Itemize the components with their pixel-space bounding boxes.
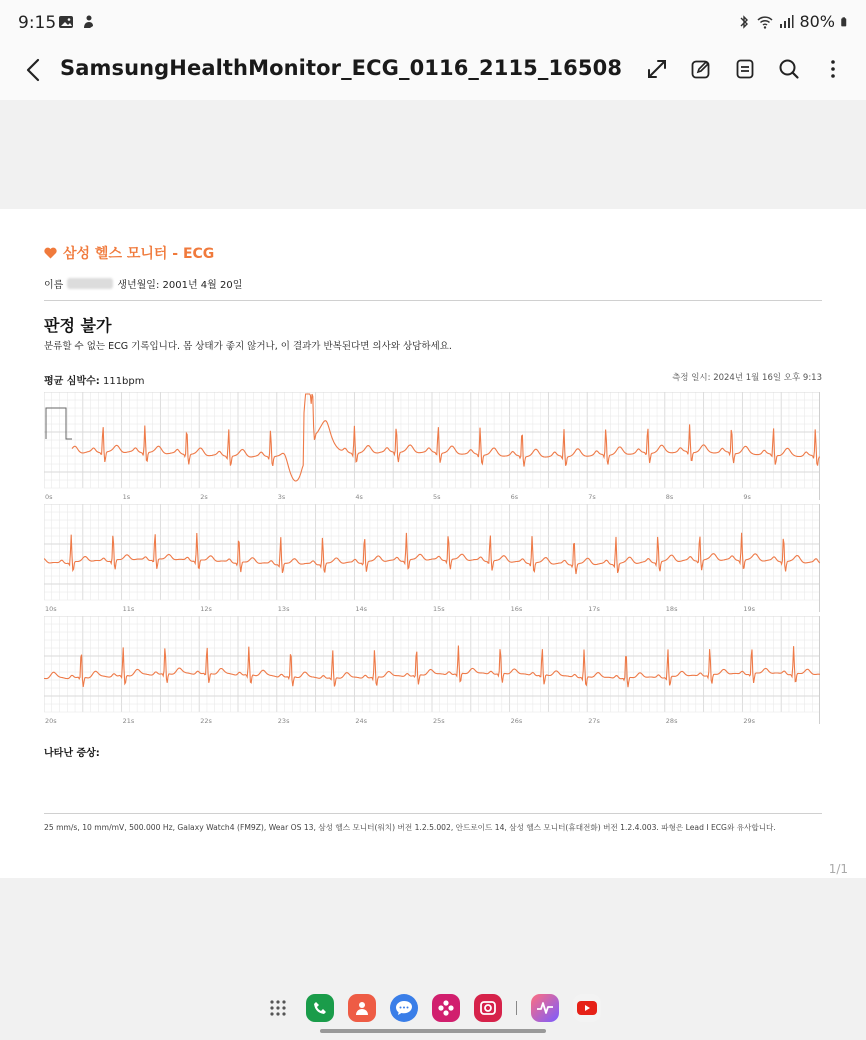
page-number: 1/1	[828, 862, 848, 876]
ecg-tick-label: 9s	[743, 493, 751, 501]
back-arrow-icon	[20, 56, 48, 84]
ecg-tick-label: 3s	[277, 493, 286, 501]
battery-icon	[840, 14, 850, 30]
ecg-tick-label: 10s	[45, 605, 57, 613]
battery-text: 80%	[799, 12, 835, 31]
ecg-tick-label: 8s	[665, 493, 674, 501]
ecg-tick-label: 11s	[122, 605, 135, 613]
ecg-tick-label: 13s	[277, 605, 290, 613]
ecg-tick-label: 19s	[743, 605, 756, 613]
phone-icon	[312, 1000, 328, 1016]
messages-app[interactable]	[390, 994, 418, 1022]
messages-icon	[395, 1000, 413, 1016]
bixby-icon	[437, 999, 455, 1017]
dock-separator	[516, 1001, 517, 1015]
verdict-heading: 판정 불가	[44, 316, 112, 335]
ecg-tick-label: 29s	[743, 717, 756, 725]
camera-app[interactable]	[474, 994, 502, 1022]
more-options-button[interactable]	[818, 54, 848, 84]
ecg-tick-label: 1s	[122, 493, 131, 501]
heart-icon	[44, 247, 57, 259]
wifi-icon	[757, 14, 773, 30]
ecg-tick-label: 6s	[510, 493, 519, 501]
health-monitor-icon	[536, 999, 554, 1017]
avg-heart-rate-value: 111bpm	[102, 376, 145, 387]
ecg-tick-label: 7s	[588, 493, 596, 501]
ecg-tick-label: 14s	[355, 605, 368, 613]
measured-at: 측정 일시: 2024년 1월 16일 오후 9:13	[672, 373, 822, 383]
ecg-tick-label: 25s	[433, 717, 445, 725]
ecg-strip-1	[44, 392, 820, 504]
expand-button[interactable]	[642, 54, 672, 84]
bixby-app[interactable]	[432, 994, 460, 1022]
verdict-description: 분류할 수 없는 ECG 기록입니다. 몸 상태가 좋지 않거나, 이 결과가 반복된다면 의사와 상담하세요.	[44, 341, 452, 352]
contacts-app[interactable]	[348, 994, 376, 1022]
back-button[interactable]	[20, 56, 48, 84]
gallery-icon	[58, 14, 74, 30]
app-bar	[0, 46, 866, 100]
avg-heart-rate	[44, 372, 145, 387]
camera-icon	[479, 999, 497, 1017]
expand-icon	[646, 58, 668, 80]
ecg-strip-3	[44, 616, 820, 728]
file-title: SamsungHealthMonitor_ECG_0116_2115_16508	[60, 56, 623, 80]
search-button[interactable]	[774, 54, 804, 84]
edit-icon	[690, 58, 712, 80]
patient-info	[44, 276, 242, 291]
ecg-tick-label: 22s	[200, 717, 212, 725]
search-icon	[778, 58, 800, 80]
ecg-tick-label: 15s	[433, 605, 445, 613]
ecg-tick-label: 4s	[355, 493, 363, 501]
ecg-tick-label: 2s	[200, 493, 208, 501]
ecg-tick-label: 16s	[510, 605, 523, 613]
signal-icon	[778, 14, 794, 30]
youtube-icon	[577, 1001, 597, 1015]
bluetooth-icon	[736, 14, 752, 30]
more-icon	[822, 58, 844, 80]
contacts-icon	[354, 1000, 370, 1016]
calibration-pulse	[46, 408, 72, 439]
ecg-tick-label: 17s	[588, 605, 600, 613]
ecg-tick-label: 24s	[355, 717, 368, 725]
taskbar-dock	[264, 990, 601, 1026]
avg-heart-rate-label: 평균 심박수:	[44, 376, 100, 387]
ecg-tick-label: 23s	[277, 717, 290, 725]
pdf-page	[0, 209, 866, 878]
youtube-app[interactable]	[573, 994, 601, 1022]
ecg-tick-label: 27s	[588, 717, 600, 725]
ecg-tick-label: 28s	[665, 717, 678, 725]
document-icon	[734, 58, 756, 80]
home-indicator	[320, 1029, 546, 1033]
recording-footnote: 25 mm/s, 10 mm/mV, 500.000 Hz, Galaxy Watch4 (FM9Z), Wear OS 13, 삼성 헬스 모니터(워치) 버전 1.2.5.002, 안드로이드 14, 삼성 헬스 모니터(휴대전화) 버전 1.2.4.003. 파형은 Lead I ECG와 유사합니다.	[44, 823, 776, 832]
divider	[44, 300, 822, 301]
symptoms-label: 나타난 증상:	[44, 748, 100, 759]
patient-name-label: 이름	[44, 280, 64, 291]
doc-title	[44, 243, 214, 263]
ecg-tick-label: 18s	[665, 605, 678, 613]
status-bar	[0, 0, 866, 46]
edit-button[interactable]	[686, 54, 716, 84]
notification-icon	[80, 14, 96, 30]
ecg-tick-label: 26s	[510, 717, 523, 725]
ecg-tick-label: 20s	[45, 717, 57, 725]
health-monitor-app[interactable]	[531, 994, 559, 1022]
ecg-tick-label: 5s	[433, 493, 441, 501]
ecg-strip-2	[44, 504, 820, 616]
apps-grid-icon	[268, 998, 288, 1018]
redacted-name	[67, 278, 113, 289]
ecg-tick-label: 0s	[45, 493, 53, 501]
apps-grid-button[interactable]	[264, 994, 292, 1022]
ecg-trace	[72, 394, 820, 481]
divider	[44, 813, 822, 814]
phone-app[interactable]	[306, 994, 334, 1022]
document-view-button[interactable]	[730, 54, 760, 84]
ecg-tick-label: 12s	[200, 605, 212, 613]
ecg-tick-label: 21s	[122, 717, 135, 725]
patient-birth: 생년월일: 2001년 4월 20일	[117, 280, 243, 291]
doc-title-text: 삼성 헬스 모니터 - ECG	[63, 246, 215, 262]
status-time: 9:15	[18, 13, 57, 33]
